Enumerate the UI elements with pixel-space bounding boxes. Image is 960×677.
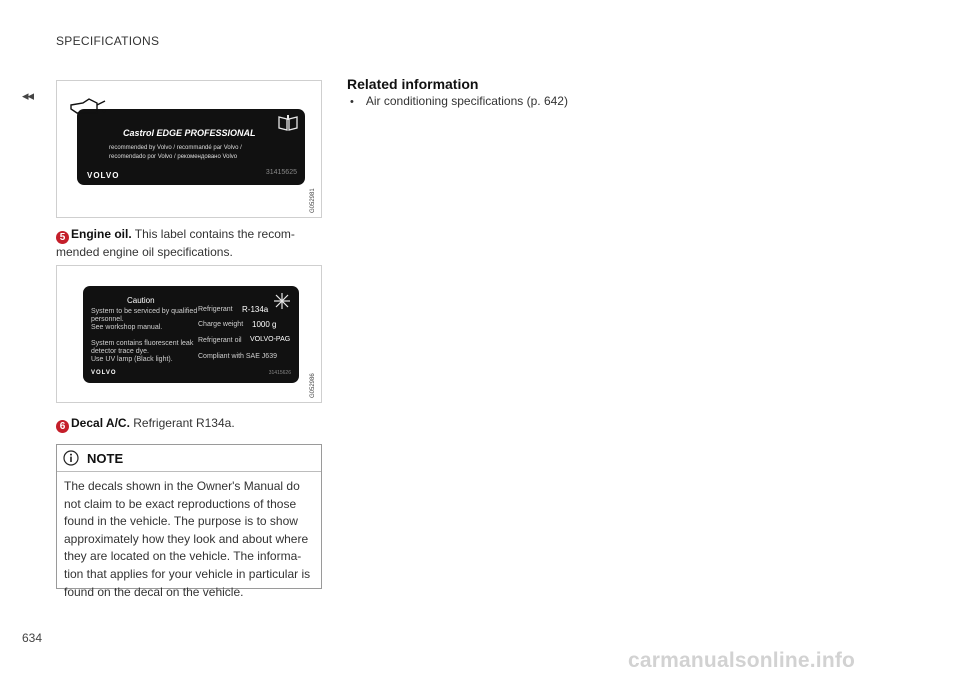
ac-right-text: Refrigerant R-134a Charge weight 1000 g Refrigerant oil VOLVO-PAG Compliant with SAE J639 <box>198 305 291 360</box>
engine-oil-figure <box>56 80 322 218</box>
note-title: NOTE <box>87 450 124 466</box>
engine-oil-caption <box>56 226 320 261</box>
note-box <box>56 444 322 599</box>
continued-marker: ◂◂ <box>22 88 34 103</box>
oil-can-icon <box>67 93 107 119</box>
section-header: SPECIFICATIONS <box>56 34 160 48</box>
oil-label-code: 31415625 <box>265 169 297 176</box>
note-header <box>57 445 321 472</box>
page-number: 634 <box>22 631 43 645</box>
castrol-brand: Castrol EDGE PROFESSIONAL <box>123 128 256 138</box>
volvo-logo: VOLVO <box>91 370 117 376</box>
caption-title: Decal A/C. <box>71 416 130 430</box>
info-icon <box>63 450 79 466</box>
watermark: carmanualsonline.info <box>628 649 856 672</box>
recommend-line-1: recommended by Volvo / recommandé par Volvo / <box>109 145 242 151</box>
figure-id: G052986 <box>310 373 316 398</box>
ac-decal-caption <box>56 415 320 433</box>
related-link-ac-specifications[interactable]: • Air conditioning specifications (p. 642) <box>350 94 568 108</box>
caption-title: Engine oil. <box>71 227 132 241</box>
ac-decal-figure <box>56 265 322 403</box>
caption-text: This label contains the recom-mended engine oil specifications. <box>56 227 295 259</box>
caption-text: Refrigerant R134a. <box>129 416 235 430</box>
caution-title: Caution <box>127 296 155 305</box>
manual-book-icon <box>277 114 299 132</box>
volvo-logo: VOLVO <box>87 171 120 180</box>
engine-oil-label <box>77 109 305 185</box>
callout-6: 6 <box>56 420 69 433</box>
related-information-title: Related information <box>347 76 479 92</box>
recommend-line-2: recomendado por Volvo / рекомендовано Volvo <box>109 154 238 160</box>
note-body: The decals shown in the Owner's Manual do not claim to be exact reproductions of those found in the vehicle. The purpose is to show approximately how they look and about where they are located on the vehicle. The informa-tion that applies for your vehicle in particular is found on the decal on the vehicle. <box>64 479 311 599</box>
figure-id: G052981 <box>310 188 316 213</box>
related-information-list <box>350 94 568 108</box>
ac-label-code: 31415626 <box>268 370 291 376</box>
callout-5: 5 <box>56 231 69 244</box>
ac-decal-label: Caution System to be serviced by qualified personnel. See workshop manual. System contains fluorescent leak detector trace dye. Use UV lamp (Black light). Refrigerant R-134a Charge weight 1000 g Refrigerant oil VOLVO-PAG Compliant with SAE J639 VOLVO 31415626 <box>83 286 299 383</box>
